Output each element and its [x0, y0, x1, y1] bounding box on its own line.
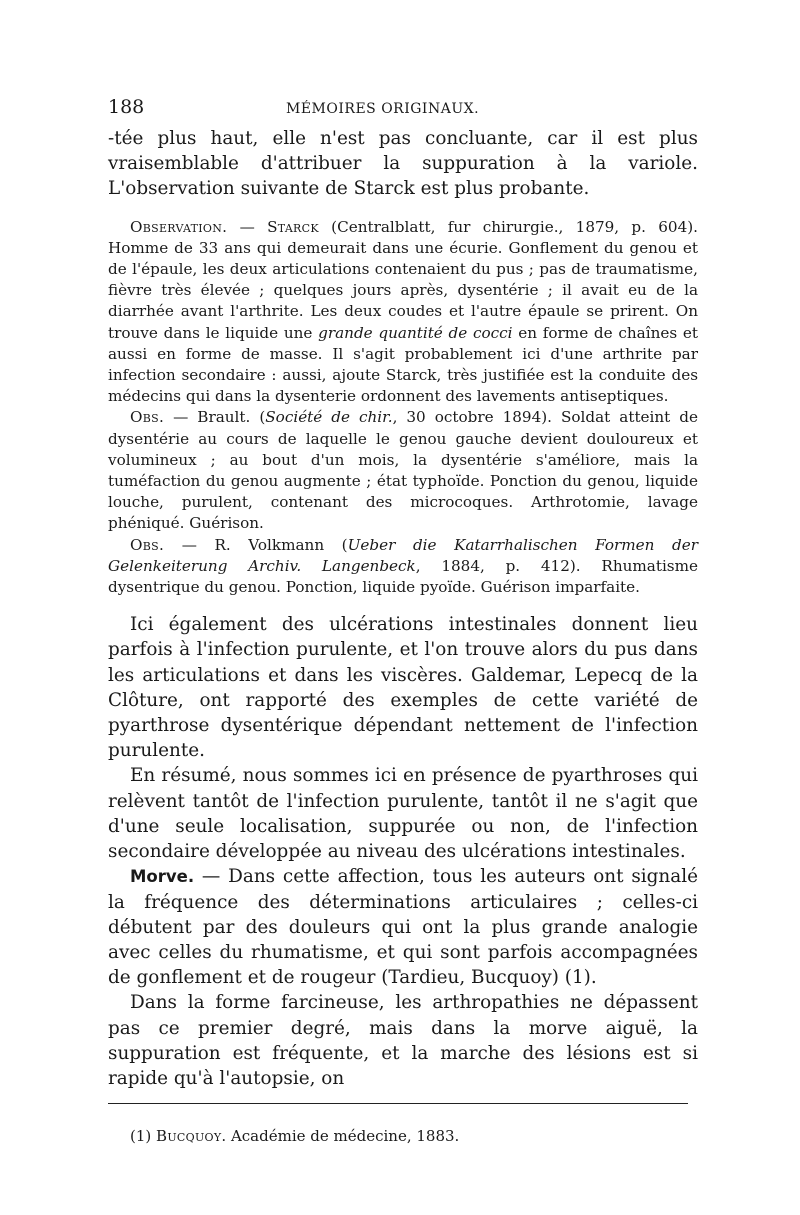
italic-phrase: grande quantité de cocci: [318, 323, 513, 342]
observation-brault: Obs. — Brault. (Société de chir., 30 octobre 1894). Soldat atteint de dysentérie au cours de laquelle le genou gauche devient douloureux et volumineux ; au bout d'un mois, la dysentérie s'améliore, mais la tuméfaction du genou augmente ; état typhoïde. Ponction du genou, liquide louche, purulent, contenant des microcoques. Arthrotomie, lavage phéniqué. Guérison.: [108, 408, 698, 533]
section-heading: Morve.: [130, 867, 195, 887]
page-number: 188: [108, 96, 145, 118]
italic-source: Société de chir.: [265, 408, 393, 427]
footnote: (1) Bucquoy. Académie de médecine, 1883.: [130, 1127, 460, 1146]
body-text: [108, 612, 698, 1091]
intro-paragraph: -tée plus haut, elle n'est pas concluante, car il est plus vraisemblable d'attribuer la suppuration à la variole. L'observation suivante de Starck est plus probante.: [108, 128, 698, 200]
paragraph-farcineuse: Dans la forme farcineuse, les arthropathies ne dépassent pas ce premier degré, mais dans la morve aiguë, la suppuration est fréquente, et la marche des lésions est si rapide qu'à l'autopsie, on: [108, 992, 698, 1089]
obs-author: Starck: [267, 217, 319, 236]
paragraph-ulcerations: Ici également des ulcérations intestinales donnent lieu parfois à l'infection purulente, et l'on trouve alors du pus dans les articulations et dans les viscères. Galdemar, Lepecq de la Clôture, ont rapporté des exemples de cette variété de pyarthrose dysentérique dépendant nettement de l'infection purulente.: [108, 614, 698, 762]
observation-volkmann: Obs. — R. Volkmann (Ueber die Katarrhalischen Formen der Gelenkeiterung Archiv. Langenbeck, 1884, p. 412). Rhumatisme dysentrique du genou. Ponction, liquide pyoïde. Guérison imparfaite.: [108, 535, 698, 597]
running-head: MÉMOIRES ORIGINAUX.: [286, 101, 480, 117]
obs-label: Observation.: [130, 217, 228, 236]
footnote-author: Bucquoy: [156, 1127, 222, 1146]
observations-block: [108, 217, 698, 599]
observation-starck: Observation. — Starck (Centralblatt, fur chirurgie., 1879, p. 604). Homme de 33 ans qui demeurait dans une écurie. Gonflement du genou et de l'épaule, les deux articulations contenaient du pus ; pas de traumatisme, fièvre très élevée ; quelques jours après, dysentérie ; il avait eu de la diarrhée avant l'arthrite. Les deux coudes et l'autre épaule se prirent. On trouve dans le liquide une grande quantité de cocci en forme de chaînes et aussi en forme de masse. Il s'agit probablement ici d'une arthrite par infection secondaire : aussi, ajoute Starck, très justifiée est la conduite des médecins qui dans la dysenterie ordonnent des lavements antiseptiques.: [108, 217, 699, 406]
italic-source: Ueber die Katarrhalischen Formen der Gelenkeiterung Archiv. Langenbeck: [108, 535, 698, 575]
obs-label: Obs.: [130, 535, 165, 554]
footnote-rule: [108, 1103, 688, 1104]
paragraph-resume: En résumé, nous sommes ici en présence de pyarthroses qui relèvent tantôt de l'infection purulente, tantôt il ne s'agit que d'une seule localisation, suppurée ou non, de l'infection secondaire développée au niveau des ulcérations intestinales.: [108, 765, 698, 863]
paragraph-morve: Morve. — Dans cette affection, tous les auteurs ont signalé la fréquence des déterminations articulaires ; celles-ci débutent par des douleurs qui ont la plus grande analogie avec celles du rhumatisme, et qui sont parfois accompagnées de gonflement et de rougeur (Tardieu, Bucquoy) (1).: [108, 866, 698, 989]
book-page: [108, 96, 698, 1146]
page-header: [108, 96, 698, 126]
obs-label: Obs.: [130, 408, 165, 427]
